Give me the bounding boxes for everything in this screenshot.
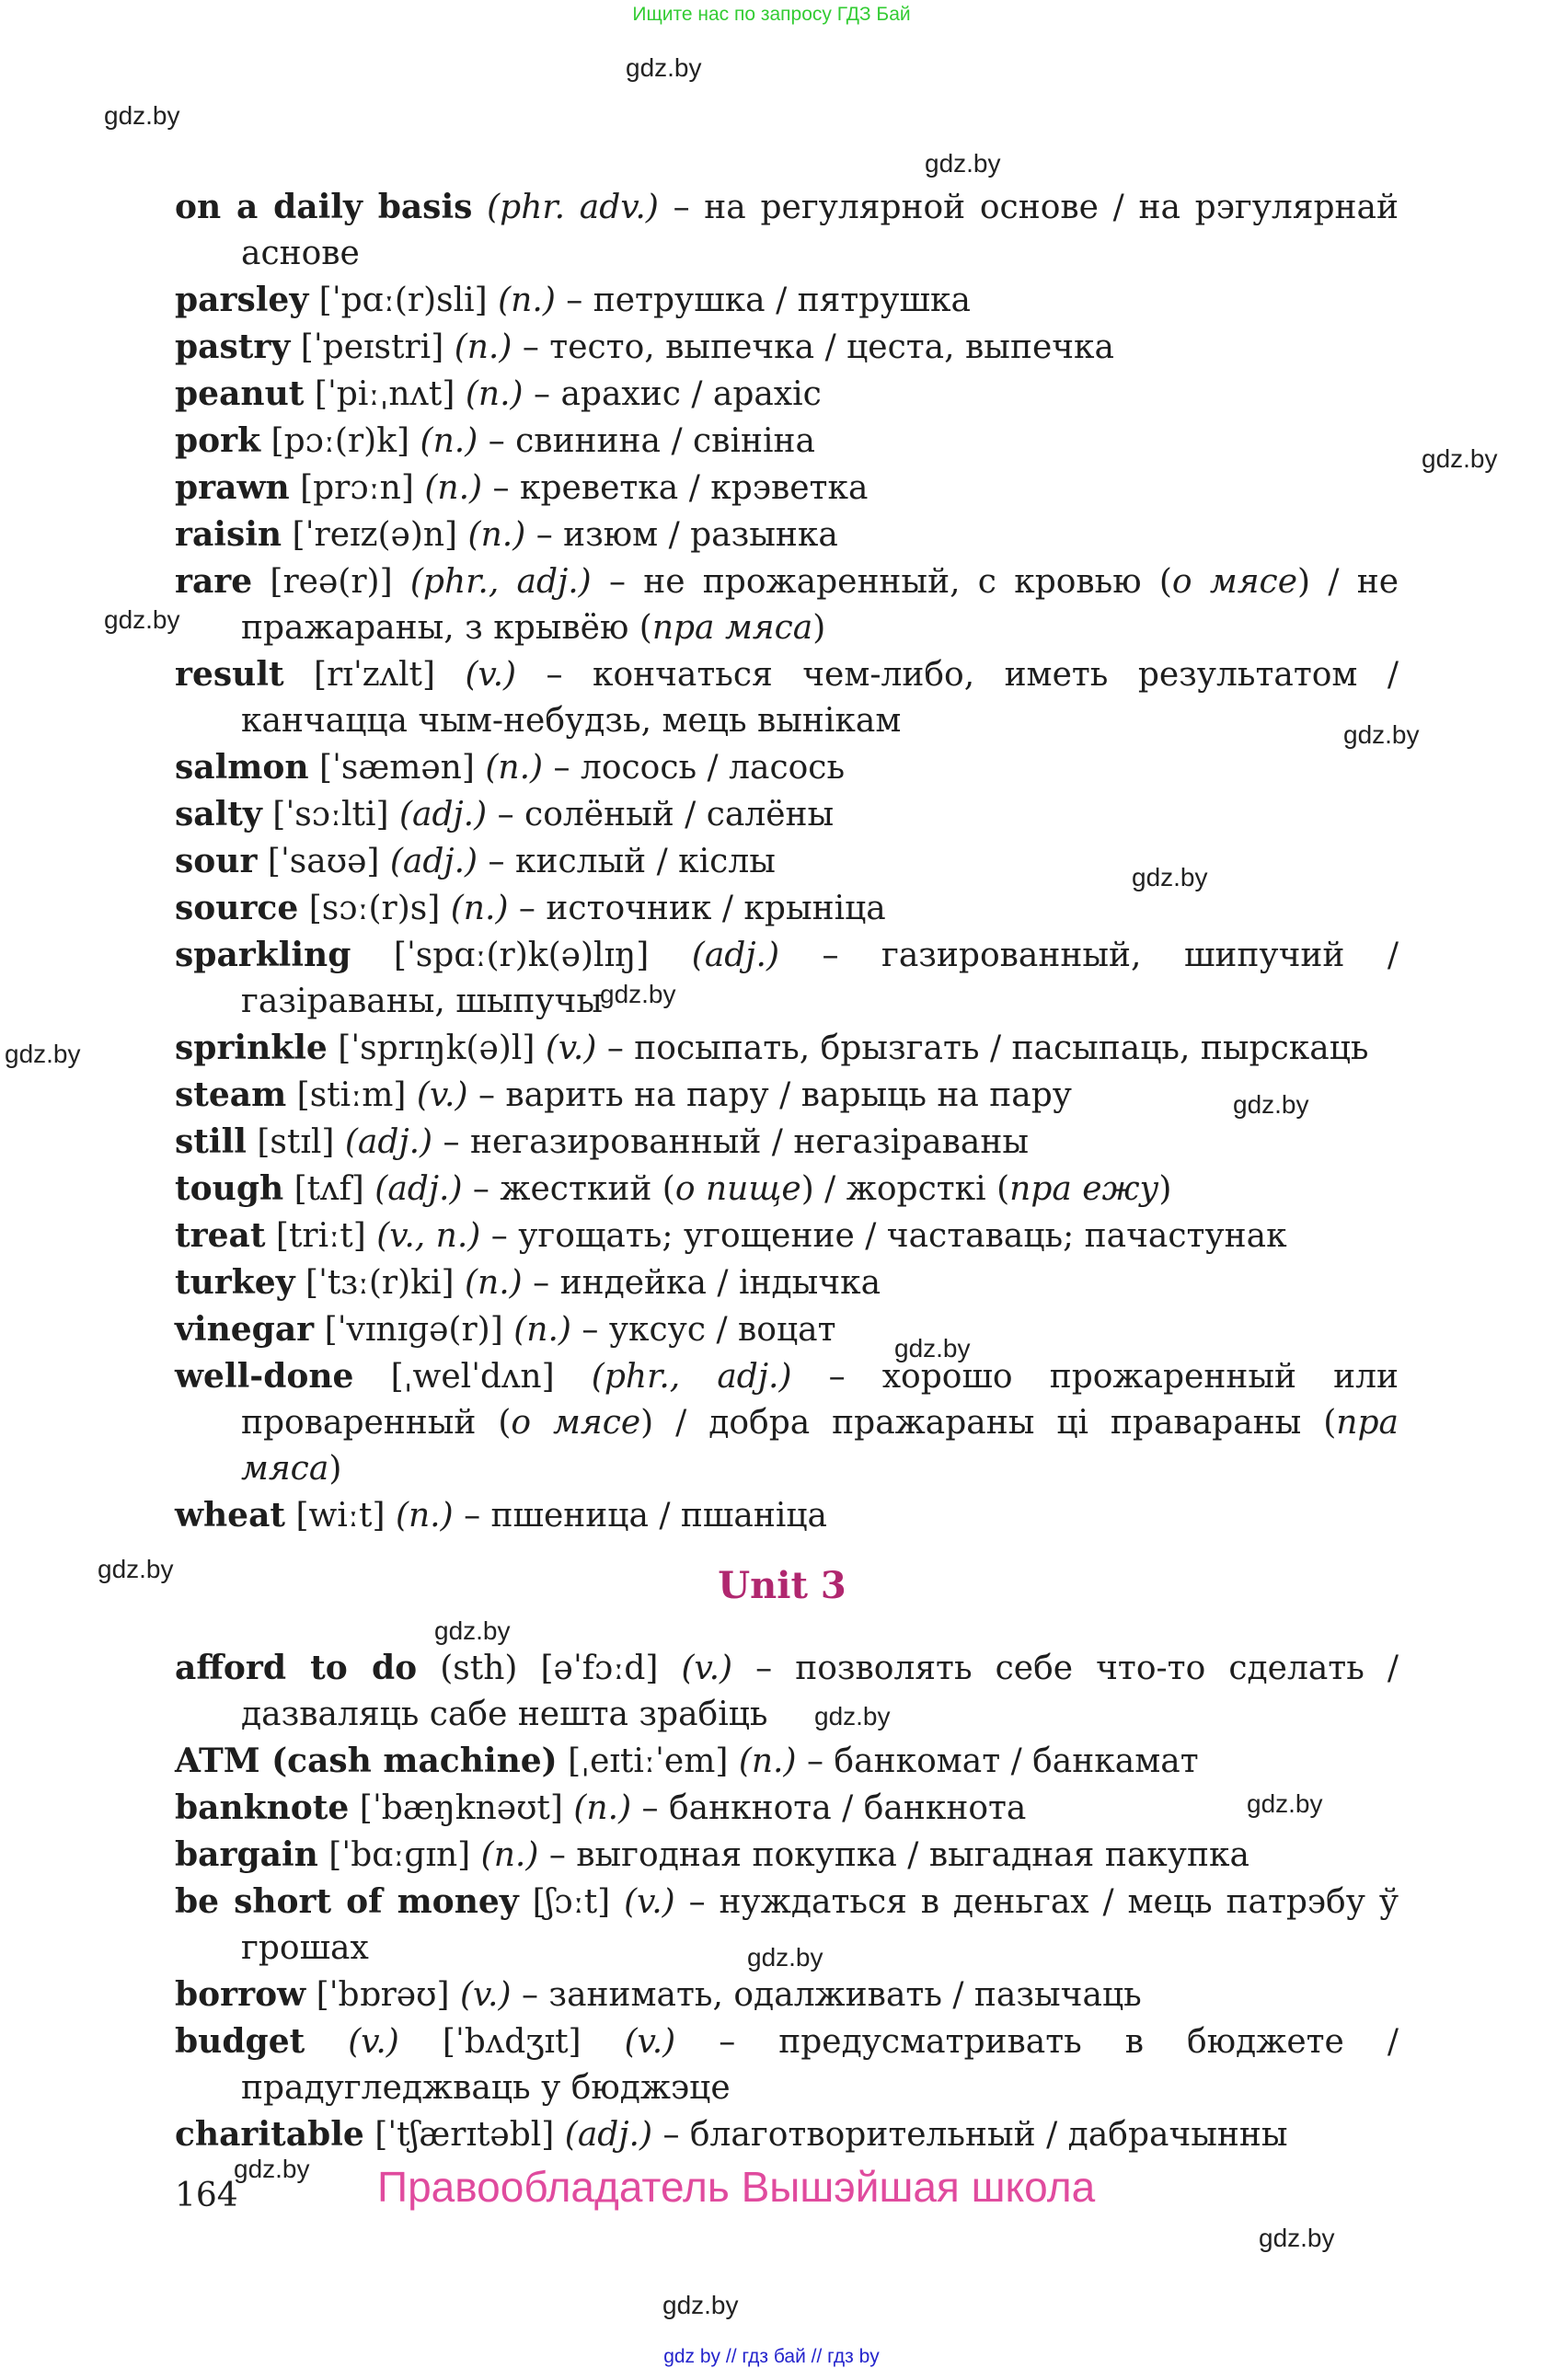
footer-separator: //	[811, 2346, 823, 2367]
watermark: gdz.by	[626, 53, 702, 82]
watermark: gdz.by	[1247, 1789, 1323, 1818]
glossary-entry: raisin [ˈreɪz(ə)n] (n.) – изюм / разынка	[175, 515, 838, 554]
footer-links	[0, 2346, 1543, 2368]
watermark: gdz.by	[434, 1616, 511, 1645]
glossary-entry: sprinkle [ˈsprɪŋk(ə)l] (v.) – посыпать, брызгать / пасыпаць, пырскаць	[175, 1029, 1369, 1067]
watermark: gdz.by	[747, 1943, 823, 1972]
glossary-entry: on a daily basis (phr. adv.) – на регулярной основе / на рэгулярнай аснове	[175, 188, 1399, 272]
watermark: gdz.by	[1343, 720, 1420, 749]
glossary-entry: salmon [ˈsæmən] (n.) – лосось / ласось	[175, 748, 846, 787]
glossary-entry: rare [reə(r)] (phr., adj.) – не прожаренный, с кровью (о мясе) / не пражараны, з крывёю (пра мяса)	[175, 562, 1399, 647]
footer-link[interactable]: гдз бай	[742, 2346, 806, 2367]
glossary-entry: afford to do (sth) [əˈfɔːd] (v.) – позволять себе что-то сделать / дазваляць сабе нешта зрабіць	[175, 1649, 1399, 1733]
glossary-entry: result [rɪˈzʌlt] (v.) – кончаться чем-либо, иметь результатом / канчацца чым-небудзь, мець вынікам	[175, 655, 1399, 740]
glossary-entry: turkey [ˈtɜː(r)ki] (n.) – индейка / індычка	[175, 1263, 881, 1302]
glossary-entry: parsley [ˈpɑː(r)sli] (n.) – петрушка / пятрушка	[175, 281, 971, 319]
watermark: gdz.by	[925, 149, 1001, 178]
watermark: gdz.by	[600, 980, 676, 1008]
watermark: gdz.by	[1233, 1090, 1309, 1119]
glossary-part-1	[175, 184, 1399, 1539]
glossary-entry: well-done [ˌwelˈdʌn] (phr., adj.) – хорошо прожаренный или проваренный (о мясе) / добра пражараны ці правараны (пра мяса)	[175, 1357, 1399, 1488]
glossary-entry: ATM (cash machine) [ˌeɪtiːˈem] (n.) – банкомат / банкамат	[175, 1742, 1199, 1780]
footer-link[interactable]: гдз by	[827, 2346, 880, 2367]
glossary-entry: vinegar [ˈvɪnɪɡə(r)] (n.) – уксус / воцат	[175, 1310, 836, 1349]
glossary-entry: bargain [ˈbɑːɡɪn] (n.) – выгодная покупка / выгадная пакупка	[175, 1835, 1249, 1874]
watermark: gdz.by	[1132, 863, 1208, 891]
glossary-entry: source [sɔː(r)s] (n.) – источник / крыніца	[175, 889, 886, 927]
glossary-entry: treat [triːt] (v., n.) – угощать; угощение / частаваць; пачастунак	[175, 1216, 1287, 1255]
glossary-entry: pork [pɔː(r)k] (n.) – свинина / свініна	[175, 421, 815, 460]
watermark: gdz.by	[234, 2155, 310, 2183]
glossary-entry: banknote [ˈbæŋknəʊt] (n.) – банкнота / банкнота	[175, 1788, 1027, 1827]
footer-separator: //	[725, 2346, 737, 2367]
glossary-entry: wheat [wiːt] (n.) – пшеница / пшаніца	[175, 1496, 827, 1535]
watermark: gdz.by	[5, 1040, 81, 1068]
glossary-entry: sour [ˈsaʊə] (adj.) – кислый / кіслы	[175, 842, 776, 880]
glossary-entry: pastry [ˈpeɪstri] (n.) – тесто, выпечка / цеста, выпечка	[175, 328, 1115, 366]
glossary-part-2	[175, 1645, 1399, 2158]
top-note: Ищите нас по запросу ГДЗ Бай	[632, 4, 911, 25]
footer-link[interactable]: gdz by	[663, 2346, 721, 2367]
glossary-entry: still [stɪl] (adj.) – негазированный / негазіраваны	[175, 1122, 1029, 1161]
page-number: 164	[175, 2177, 238, 2214]
glossary-entry: peanut [ˈpiːˌnʌt] (n.) – арахис / арахіс	[175, 374, 822, 413]
glossary-entry: sparkling [ˈspɑː(r)k(ə)lɪŋ] (adj.) – газированный, шипучий / газіраваны, шыпучы	[175, 936, 1399, 1020]
watermark: gdz.by	[104, 605, 180, 634]
watermark: gdz.by	[98, 1555, 174, 1583]
watermark: gdz.by	[1259, 2224, 1335, 2252]
glossary-entry: salty [ˈsɔːlti] (adj.) – солёный / салёны	[175, 795, 835, 834]
glossary-entry: be short of money [ʃɔːt] (v.) – нуждаться в деньгах / мець патрэбу ў грошах	[175, 1882, 1399, 1967]
glossary-entry: tough [tʌf] (adj.) – жесткий (о пище) / жорсткі (пра ежу)	[175, 1169, 1172, 1208]
glossary-entry: steam [stiːm] (v.) – варить на пару / варыць на пару	[175, 1075, 1072, 1114]
unit-heading: Unit 3	[718, 1564, 846, 1607]
watermark: gdz.by	[662, 2291, 739, 2319]
watermark: gdz.by	[814, 1702, 891, 1730]
glossary-entry: borrow [ˈbɒrəʊ] (v.) – занимать, одалживать / пазычаць	[175, 1975, 1142, 2014]
glossary-entry: charitable [ˈtʃærɪtəbl] (adj.) – благотворительный / дабрачынны	[175, 2115, 1288, 2154]
glossary-entry: budget (v.) [ˈbʌdʒɪt] (v.) – предусматривать в бюджете / прадугледжваць у бюджэце	[175, 2022, 1399, 2107]
watermark: gdz.by	[104, 101, 180, 130]
glossary-entry: prawn [prɔːn] (n.) – креветка / крэветка	[175, 468, 869, 507]
copyright-notice: Правообладатель Вышэйшая школа	[377, 2163, 1096, 2211]
watermark: gdz.by	[894, 1334, 971, 1362]
watermark: gdz.by	[1422, 444, 1498, 473]
